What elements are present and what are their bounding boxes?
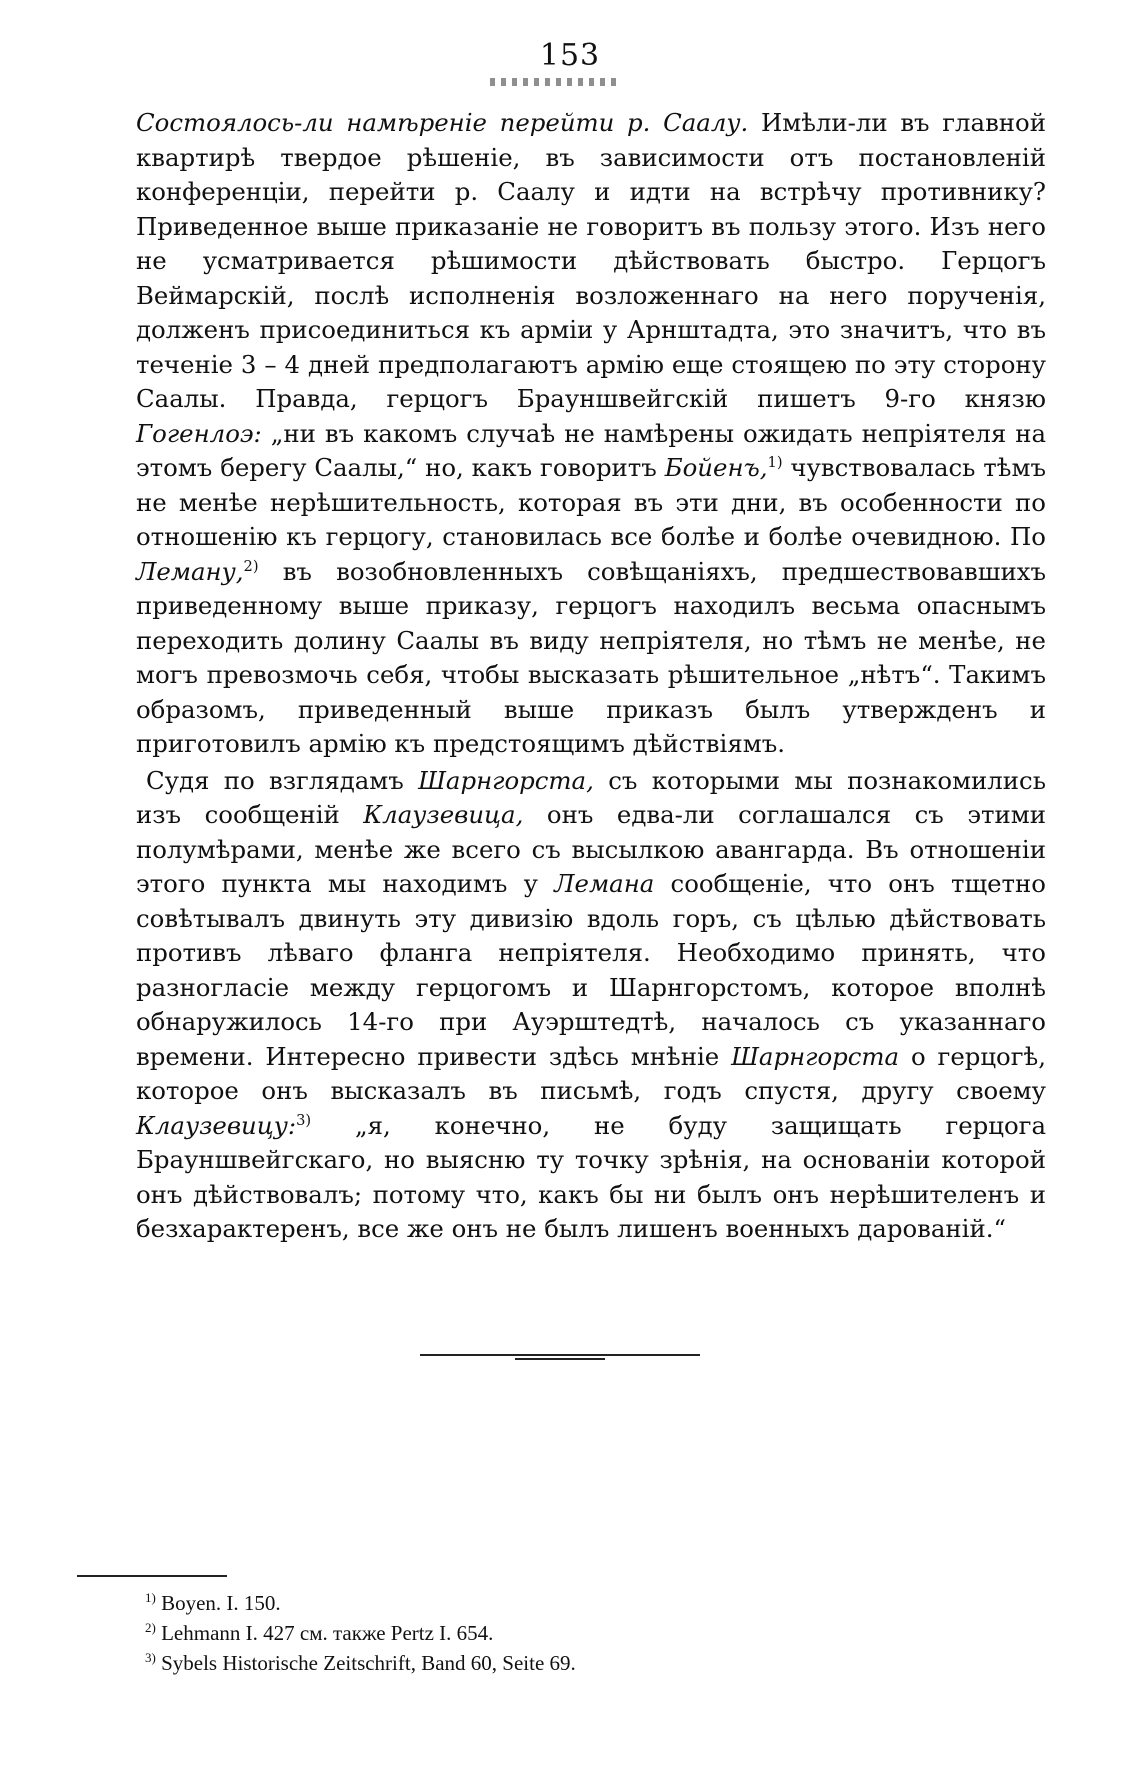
- text-segment: онъ едва-ли соглашался съ этими полумѣрами, менѣе же всего съ высылкою авангарда. Въ отношеніи этого пункта мы находимъ у: [136, 800, 1046, 898]
- italic-text: Лемана: [554, 869, 655, 898]
- body-text: [136, 106, 1046, 1247]
- footnote-mark: 3): [145, 1650, 156, 1665]
- italic-text: Шарнгорста,: [418, 765, 594, 795]
- italic-text: Бойенъ,: [664, 453, 768, 482]
- italic-text: Леману,: [136, 556, 244, 586]
- italic-text: Гогенлоэ:: [136, 418, 262, 448]
- divider-line: [420, 1354, 700, 1356]
- footnote-rule: [77, 1575, 227, 1577]
- footnote-mark: 1): [145, 1590, 156, 1605]
- page-number: 153: [539, 38, 601, 73]
- footnote: [145, 1648, 845, 1678]
- italic-text: Клаузевица,: [363, 800, 524, 829]
- divider-line-short: [515, 1358, 605, 1360]
- section-divider: [420, 1354, 700, 1360]
- text-segment: „ни въ какомъ случаѣ не намѣрены ожидать непріятеля на этомъ берегу Саалы,“ но, какъ говоритъ: [136, 418, 1046, 482]
- footnote: [145, 1618, 845, 1648]
- footnote: [145, 1588, 845, 1618]
- footnote-mark: 2): [145, 1620, 156, 1635]
- footnote-reference: 3): [296, 1111, 312, 1129]
- footnote-reference: 1): [767, 453, 783, 471]
- text-segment: „я, конечно, не буду защищать герцога Брауншвейгскаго, но выясню ту точку зрѣнія, на основаніи которой онъ дѣйствовалъ; потому что, какъ бы ни былъ онъ нерѣшителенъ и безхарактеренъ, все же онъ не былъ лишенъ военныхъ дарованій.“: [136, 1110, 1046, 1243]
- paragraph: [136, 106, 1046, 762]
- italic-text: Клаузевицу:: [136, 1110, 297, 1140]
- text-segment: чувствовалась тѣмъ не менѣе нерѣшительность, которая въ эти дни, въ особенности по отношенію къ герцогу, становилась все болѣе и болѣе очевидною. По: [136, 453, 1046, 551]
- footnotes: [145, 1588, 845, 1678]
- footnote-text: Lehmann I. 427 см. также Pertz I. 654.: [155, 1621, 494, 1645]
- footnote-reference: 2): [243, 557, 259, 575]
- paragraph: [136, 764, 1046, 1247]
- header-ornament: [490, 78, 620, 86]
- italic-text: Состоялось-ли намѣреніе перейти р. Саалу.: [136, 108, 749, 137]
- text-segment: въ возобновленныхъ совѣщаніяхъ, предшествовавшихъ приведенному выше приказу, герцогъ находилъ весьма опаснымъ переходить долину Саалы въ виду непріятеля, но тѣмъ не менѣе, не могъ превозмочь себя, чтобы высказать рѣшительное „нѣтъ“. Такимъ образомъ, приведенный выше приказъ былъ утвержденъ и приготовилъ армію къ предстоящимъ дѣйствіямъ.: [136, 556, 1046, 758]
- italic-text: Шарнгорста: [731, 1041, 900, 1071]
- text-segment: Имѣли-ли въ главной квартирѣ твердое рѣшеніе, въ зависимости отъ постановленій конференціи, перейти р. Саалу и идти на встрѣчу противнику? Приведенное выше приказаніе не говоритъ въ пользу этого. Изъ него не усматривается рѣшимости дѣйствовать быстро. Герцогъ Веймарскій, послѣ исполненія возложеннаго на него порученія, долженъ присоединиться къ арміи у Арнштадта, это значитъ, что въ теченіе 3 – 4 дней предполагаютъ армію еще стоящею по эту сторону Саалы. Правда, герцогъ Брауншвейгскій пишетъ 9-го князю: [136, 108, 1046, 413]
- text-segment: о герцогѣ, которое онъ высказалъ въ письмѣ, годъ спустя, другу своему: [136, 1041, 1046, 1105]
- text-segment: сообщеніе, что онъ тщетно совѣтывалъ двинуть эту дивизію вдоль горъ, съ цѣлью дѣйствовать противъ лѣваго фланга непріятеля. Необходимо принять, что разногласіе между герцогомъ и Шарнгорстомъ, которое вполнѣ обнаружилось 14-го при Ауэрштедтѣ, началось съ указаннаго времени. Интересно привести здѣсь мнѣніе: [136, 869, 1046, 1071]
- text-segment: съ которыми мы познакомились изъ сообщеній: [136, 765, 1046, 829]
- footnote-text: Boyen. I. 150.: [155, 1591, 281, 1615]
- text-segment: Судя по взглядамъ: [146, 765, 419, 795]
- footnote-text: Sybels Historische Zeitschrift, Band 60, Seite 69.: [155, 1651, 576, 1675]
